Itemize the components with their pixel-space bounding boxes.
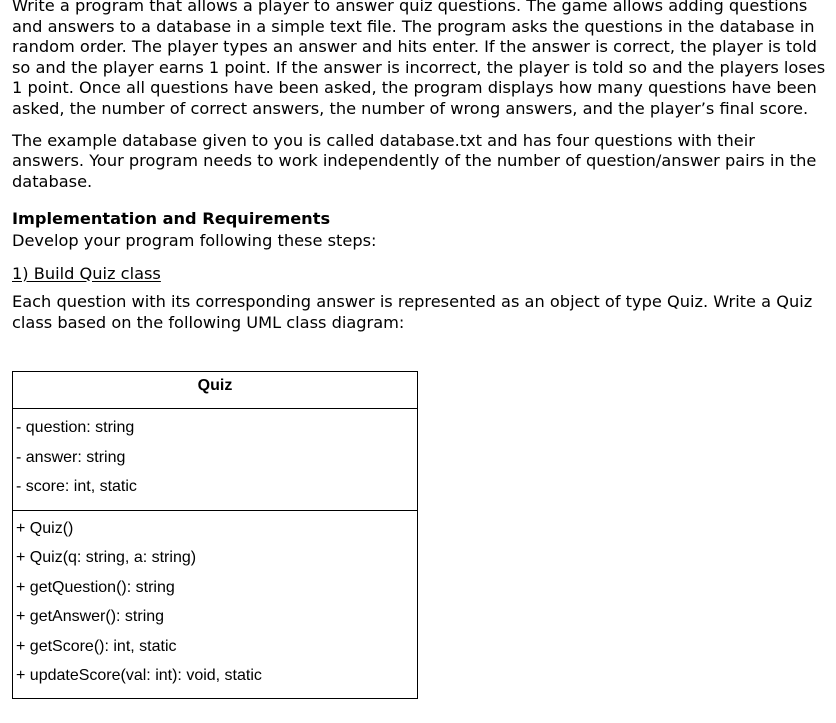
uml-method: + getScore(): int, static bbox=[16, 637, 177, 655]
step1-description: Each question with its corresponding answer is represented as an object of type Quiz. Write a Quiz class based on the following UML class diagram: bbox=[12, 292, 813, 332]
section-subtitle: Develop your program following these steps: bbox=[12, 230, 377, 250]
uml-attribute: - score: int, static bbox=[16, 478, 137, 495]
uml-attributes-section bbox=[13, 409, 417, 511]
uml-method: + Quiz() bbox=[16, 519, 74, 537]
uml-method: + getQuestion(): string bbox=[16, 578, 175, 596]
database-paragraph: The example database given to you is called database.txt and has four questions with their answers. Your program needs to work independently of the number of question/answer pairs in the database. bbox=[12, 130, 817, 191]
uml-attribute: - answer: string bbox=[16, 448, 126, 466]
uml-methods-section bbox=[13, 511, 417, 698]
intro-paragraph: Write a program that allows a player to answer quiz questions. The game allows adding questions and answers to a database in a simple text file. The program asks the questions in the database in random order. The player types an answer and hits enter. If the answer is correct, the player is told so and the player earns 1 point. If the answer is incorrect, the player is told so and the players loses 1 point. Once all questions have been asked, the program displays how many questions have been asked, the number of correct answers, the number of wrong answers, and the player’s final score. bbox=[12, 0, 826, 118]
section-heading: Implementation and Requirements bbox=[12, 209, 331, 229]
uml-class-name: Quiz bbox=[13, 372, 417, 409]
uml-method: + getAnswer(): string bbox=[16, 608, 165, 625]
uml-method: + Quiz(q: string, a: string) bbox=[16, 549, 197, 566]
assignment-document bbox=[12, 0, 830, 333]
uml-class-diagram bbox=[12, 371, 418, 699]
step1-title: 1) Build Quiz class bbox=[12, 263, 161, 283]
uml-attribute: - question: string bbox=[16, 419, 135, 436]
uml-method: + updateScore(val: int): void, static bbox=[16, 667, 262, 684]
